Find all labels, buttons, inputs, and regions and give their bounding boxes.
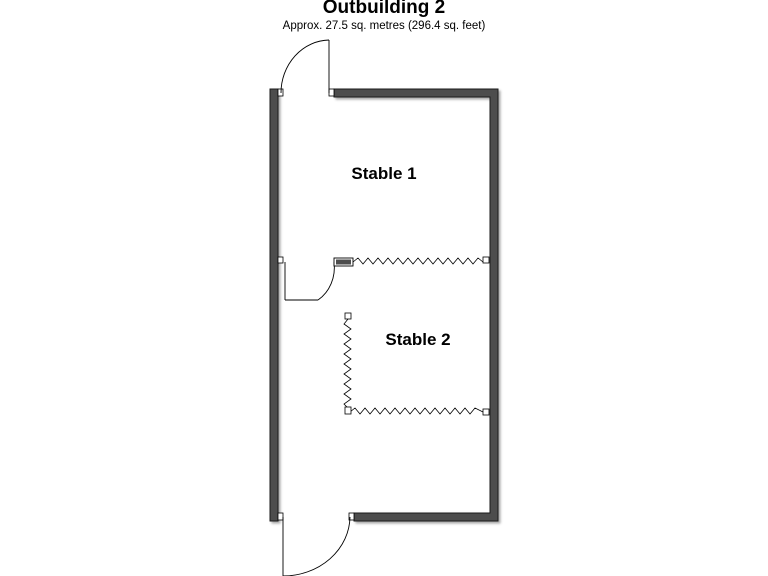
room-label-stable-2: Stable 2 [385, 330, 451, 349]
partition-corner-post [345, 407, 351, 414]
top-door-swing [281, 40, 329, 93]
door-jambs [278, 89, 489, 520]
plan-area-subtitle: Approx. 27.5 sq. metres (296.4 sq. feet) [282, 20, 486, 32]
partition-top [353, 258, 483, 264]
wall-top-right [334, 89, 498, 521]
wall-left [270, 89, 278, 521]
partition-vertical [344, 319, 351, 408]
outer-walls [270, 89, 498, 521]
door-frame-block-fill [336, 260, 351, 265]
partition-bottom [350, 408, 483, 414]
room-label-stable-1: Stable 1 [351, 164, 417, 183]
internal-door-swing [285, 262, 348, 300]
plan-title: Outbuilding 2 [322, 0, 446, 18]
bottom-door-swing [283, 517, 350, 576]
